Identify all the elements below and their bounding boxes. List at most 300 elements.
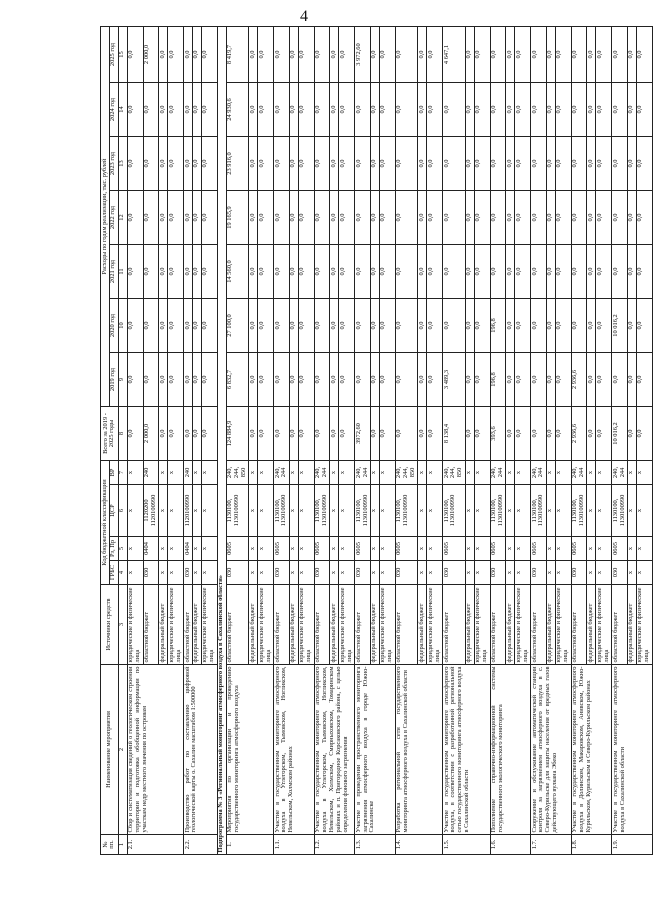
year-value: 0,0 bbox=[636, 245, 652, 299]
year-value: 0,0 bbox=[427, 245, 443, 299]
year-value: 0,0 bbox=[370, 353, 379, 407]
csr-code: x bbox=[506, 485, 515, 537]
year-value: 0,0 bbox=[249, 191, 258, 245]
grbs-code: x bbox=[330, 561, 339, 585]
year-value: 0,0 bbox=[418, 137, 427, 191]
year-value: 0,0 bbox=[201, 83, 217, 137]
year-value: 0,0 bbox=[555, 299, 571, 353]
activity-name: Участие в проведении пространственного мониторинга загрязнения атмосферного воздуха в городе Южно-Сахалинске bbox=[355, 665, 396, 835]
header-year: 2025 год bbox=[109, 27, 118, 83]
vr-code: x bbox=[379, 461, 395, 485]
year-value: 0,0 bbox=[249, 137, 258, 191]
year-value: 0,0 bbox=[330, 137, 339, 191]
year-value: 0,0 bbox=[636, 83, 652, 137]
total-value: 0,0 bbox=[330, 407, 339, 461]
header-kbk: Код бюджетной классификации bbox=[101, 461, 110, 585]
year-value: 3 489,3 bbox=[443, 353, 466, 407]
csr-code: x bbox=[159, 485, 168, 537]
grbs-code: x bbox=[427, 561, 443, 585]
funding-source: юридические и физические лица bbox=[339, 585, 355, 665]
vr-code: x bbox=[127, 461, 143, 485]
year-value: 0,0 bbox=[587, 191, 596, 245]
year-value: 3 972,60 bbox=[355, 27, 371, 83]
total-value: 0,0 bbox=[379, 407, 395, 461]
page-number: 4 bbox=[300, 8, 308, 25]
year-value: 0,0 bbox=[515, 353, 531, 407]
vr-code: 240, 244 bbox=[355, 461, 371, 485]
total-value: 0,0 bbox=[506, 407, 515, 461]
total-value: 0,0 bbox=[596, 407, 612, 461]
year-value: 0,0 bbox=[298, 83, 314, 137]
vr-code: x bbox=[370, 461, 379, 485]
activity-number: 2.1. bbox=[127, 835, 183, 855]
year-value: 0,0 bbox=[159, 245, 168, 299]
rzpr-code: x bbox=[330, 537, 339, 561]
total-value: 0,0 bbox=[127, 407, 143, 461]
funding-source: федеральный бюджет bbox=[465, 585, 474, 665]
year-value: 8 419,7 bbox=[226, 27, 249, 83]
year-value: 0,0 bbox=[127, 245, 143, 299]
table-row bbox=[571, 27, 587, 855]
rzpr-code: 0404 bbox=[143, 537, 159, 561]
funding-source: федеральный бюджет bbox=[506, 585, 515, 665]
grbs-code: 030 bbox=[612, 561, 628, 585]
funding-source: областной бюджет bbox=[274, 585, 290, 665]
year-value: 0,0 bbox=[274, 245, 290, 299]
year-value: 0,0 bbox=[258, 299, 274, 353]
table-row bbox=[443, 27, 466, 855]
year-value: 0,0 bbox=[298, 299, 314, 353]
vr-code: 240, 244 bbox=[531, 461, 547, 485]
total-value: 0,0 bbox=[370, 407, 379, 461]
csr-code: x bbox=[627, 485, 636, 537]
year-value: 14 560,0 bbox=[226, 245, 249, 299]
total-value: 0,0 bbox=[289, 407, 298, 461]
year-value: 0,0 bbox=[192, 83, 201, 137]
year-value: 0,0 bbox=[258, 27, 274, 83]
vr-code: x bbox=[330, 461, 339, 485]
year-value: 0,0 bbox=[192, 27, 201, 83]
total-value: 2 000,0 bbox=[143, 407, 159, 461]
rzpr-code: x bbox=[515, 537, 531, 561]
header-col-index: 3 bbox=[118, 585, 127, 665]
year-value: 0,0 bbox=[506, 245, 515, 299]
grbs-code: x bbox=[555, 561, 571, 585]
year-value: 0,0 bbox=[184, 353, 193, 407]
csr-code: x bbox=[587, 485, 596, 537]
vr-code: 240, 244 bbox=[490, 461, 506, 485]
table-header bbox=[101, 27, 128, 855]
year-value: 0,0 bbox=[298, 137, 314, 191]
header-year: 2021 год bbox=[109, 245, 118, 299]
year-value: 27 100,0 bbox=[226, 299, 249, 353]
year-value: 0,0 bbox=[127, 27, 143, 83]
total-value: 0,0 bbox=[184, 407, 193, 461]
rzpr-code: x bbox=[339, 537, 355, 561]
grbs-code: x bbox=[515, 561, 531, 585]
rzpr-code: x bbox=[159, 537, 168, 561]
header-col-index: 8 bbox=[118, 407, 127, 461]
year-value: 0,0 bbox=[465, 299, 474, 353]
year-value: 0,0 bbox=[143, 245, 159, 299]
year-value: 0,0 bbox=[627, 137, 636, 191]
csr-code: x bbox=[249, 485, 258, 537]
total-value: 0,0 bbox=[555, 407, 571, 461]
table-row bbox=[531, 27, 547, 855]
funding-source: юридические и физические лица bbox=[555, 585, 571, 665]
funding-source: федеральный бюджет bbox=[627, 585, 636, 665]
year-value: 0,0 bbox=[587, 245, 596, 299]
year-value: 0,0 bbox=[339, 191, 355, 245]
vr-code: 240, 244 bbox=[571, 461, 587, 485]
year-value: 0,0 bbox=[339, 83, 355, 137]
vr-code: x bbox=[192, 461, 201, 485]
grbs-code: x bbox=[506, 561, 515, 585]
year-value: 0,0 bbox=[555, 137, 571, 191]
header-year: 2024 год bbox=[109, 83, 118, 137]
funding-source: областной бюджет bbox=[443, 585, 466, 665]
year-value: 0,0 bbox=[184, 137, 193, 191]
activity-number: 1.3. bbox=[355, 835, 396, 855]
header-col-index: 14 bbox=[118, 83, 127, 137]
year-value: 0,0 bbox=[192, 137, 201, 191]
header-vr: ВР bbox=[109, 461, 118, 485]
year-value: 0,0 bbox=[418, 27, 427, 83]
total-value: 0,0 bbox=[298, 407, 314, 461]
activity-name: Сооружение и обслуживание автоматической станции контроля за загрязнением атмосферного воздуха в с. Северо-Курильске для защиты населения от вредных газов действующего вулкана Эбеко bbox=[531, 665, 572, 835]
header-year: 2020 год bbox=[109, 299, 118, 353]
year-value: 0,0 bbox=[339, 245, 355, 299]
rzpr-code: x bbox=[127, 537, 143, 561]
year-value: 0,0 bbox=[395, 191, 418, 245]
year-value: 196,8 bbox=[490, 353, 506, 407]
vr-code: x bbox=[418, 461, 427, 485]
year-value: 0,0 bbox=[465, 83, 474, 137]
year-value: 0,0 bbox=[474, 27, 490, 83]
year-value: 0,0 bbox=[546, 27, 555, 83]
year-value: 0,0 bbox=[546, 137, 555, 191]
year-value: 0,0 bbox=[314, 137, 330, 191]
year-value: 0,0 bbox=[571, 245, 587, 299]
year-value: 0,0 bbox=[379, 299, 395, 353]
rzpr-code: x bbox=[506, 537, 515, 561]
year-value: 0,0 bbox=[506, 137, 515, 191]
csr-code: x bbox=[427, 485, 443, 537]
year-value: 0,0 bbox=[184, 27, 193, 83]
year-value: 0,0 bbox=[395, 353, 418, 407]
grbs-code: 030 bbox=[395, 561, 418, 585]
funding-source: областной бюджет bbox=[355, 585, 371, 665]
year-value: 0,0 bbox=[370, 299, 379, 353]
subprogram-title: Подпрограмма № 3 «Региональный мониторинг атмосферного воздуха в Сахалинской области» bbox=[217, 27, 226, 855]
rzpr-code: x bbox=[546, 537, 555, 561]
year-value: 0,0 bbox=[490, 245, 506, 299]
funding-source: юридические и физические лица bbox=[127, 585, 143, 665]
year-value: 0,0 bbox=[474, 191, 490, 245]
rzpr-code: 0605 bbox=[314, 537, 330, 561]
csr-code: x bbox=[596, 485, 612, 537]
year-value: 0,0 bbox=[546, 353, 555, 407]
year-value: 0,0 bbox=[587, 353, 596, 407]
vr-code: x bbox=[506, 461, 515, 485]
funding-source: федеральный бюджет bbox=[587, 585, 596, 665]
year-value: 0,0 bbox=[379, 353, 395, 407]
year-value: 0,0 bbox=[339, 299, 355, 353]
year-value: 0,0 bbox=[127, 299, 143, 353]
year-value: 0,0 bbox=[330, 27, 339, 83]
year-value: 0,0 bbox=[258, 137, 274, 191]
rzpr-code: x bbox=[636, 537, 652, 561]
activity-name: Разработка региональной сети государственного мониторинга атмосферного воздуха в Сахалинской области bbox=[395, 665, 442, 835]
rzpr-code: x bbox=[587, 537, 596, 561]
table-body bbox=[127, 27, 652, 855]
year-value: 0,0 bbox=[490, 137, 506, 191]
rzpr-code: x bbox=[379, 537, 395, 561]
vr-code: x bbox=[289, 461, 298, 485]
activity-name: Участие в государственном мониторинге атмосферного воздуха в Углегорском, Тымовском, Ногликском, Невельском, Холмском, Смирныховском, Томаринском районах и п. Пригородное Корсаковского района, с целью определения фонового загрязнения bbox=[314, 665, 355, 835]
grbs-code: x bbox=[418, 561, 427, 585]
rzpr-code: 0605 bbox=[274, 537, 290, 561]
year-value: 0,0 bbox=[258, 353, 274, 407]
csr-code: x bbox=[555, 485, 571, 537]
grbs-code: x bbox=[587, 561, 596, 585]
year-value: 0,0 bbox=[427, 299, 443, 353]
year-value: 0,0 bbox=[395, 299, 418, 353]
year-value: 0,0 bbox=[289, 27, 298, 83]
year-value: 0,0 bbox=[490, 27, 506, 83]
csr-code: x bbox=[339, 485, 355, 537]
year-value: 0,0 bbox=[314, 245, 330, 299]
grbs-code: x bbox=[465, 561, 474, 585]
year-value: 0,0 bbox=[370, 137, 379, 191]
activity-name: Пополнение справочно-информационной системы государственного экологического мониторинга bbox=[490, 665, 531, 835]
year-value: 0,0 bbox=[274, 83, 290, 137]
grbs-code: 030 bbox=[355, 561, 371, 585]
activity-name: Участие в государственном мониторинге атмосферного воздуха в Углегорском, Тымовском, Ногликском, Невельском, Холмском районах bbox=[274, 665, 315, 835]
rzpr-code: x bbox=[427, 537, 443, 561]
rzpr-code: 0605 bbox=[443, 537, 466, 561]
total-value: 0,0 bbox=[627, 407, 636, 461]
funding-source: областной бюджет bbox=[395, 585, 418, 665]
year-value: 0,0 bbox=[636, 191, 652, 245]
year-value: 0,0 bbox=[168, 245, 184, 299]
funding-source: областной бюджет bbox=[531, 585, 547, 665]
table-row bbox=[127, 27, 143, 855]
header-num: № пп. bbox=[101, 835, 119, 855]
csr-code: x bbox=[330, 485, 339, 537]
year-value: 19 165,9 bbox=[226, 191, 249, 245]
total-value: 0,0 bbox=[339, 407, 355, 461]
grbs-code: x bbox=[339, 561, 355, 585]
year-value: 0,0 bbox=[596, 27, 612, 83]
year-value: 2 000,0 bbox=[143, 27, 159, 83]
budget-table bbox=[100, 26, 653, 855]
year-value: 0,0 bbox=[555, 353, 571, 407]
header-year: 2022 год bbox=[109, 191, 118, 245]
csr-code: 1120200 1120100990 bbox=[143, 485, 159, 537]
year-value: 0,0 bbox=[627, 245, 636, 299]
year-value: 0,0 bbox=[330, 299, 339, 353]
year-value: 0,0 bbox=[330, 353, 339, 407]
year-value: 10 016,2 bbox=[612, 299, 628, 353]
activity-number: 1.1. bbox=[274, 835, 315, 855]
header-source: Источники средств bbox=[101, 585, 119, 665]
activity-number: 1.9. bbox=[612, 835, 653, 855]
year-value: 0,0 bbox=[274, 27, 290, 83]
year-value: 0,0 bbox=[612, 27, 628, 83]
year-value: 0,0 bbox=[612, 83, 628, 137]
rzpr-code: 0605 bbox=[490, 537, 506, 561]
grbs-code: x bbox=[258, 561, 274, 585]
vr-code: 240 bbox=[184, 461, 193, 485]
year-value: 0,0 bbox=[571, 27, 587, 83]
year-value: 0,0 bbox=[587, 27, 596, 83]
vr-code: x bbox=[465, 461, 474, 485]
header-col-index: 13 bbox=[118, 137, 127, 191]
year-value: 0,0 bbox=[506, 353, 515, 407]
grbs-code: x bbox=[298, 561, 314, 585]
activity-number: 1.7. bbox=[531, 835, 572, 855]
year-value: 0,0 bbox=[249, 27, 258, 83]
year-value: 0,0 bbox=[314, 27, 330, 83]
year-value: 0,0 bbox=[515, 83, 531, 137]
grbs-code: x bbox=[168, 561, 184, 585]
rzpr-code: x bbox=[201, 537, 217, 561]
year-value: 0,0 bbox=[546, 299, 555, 353]
rzpr-code: x bbox=[168, 537, 184, 561]
grbs-code: 030 bbox=[531, 561, 547, 585]
rzpr-code: x bbox=[465, 537, 474, 561]
year-value: 0,0 bbox=[289, 83, 298, 137]
year-value: 0,0 bbox=[627, 83, 636, 137]
vr-code: x bbox=[201, 461, 217, 485]
rzpr-code: x bbox=[370, 537, 379, 561]
year-value: 0,0 bbox=[571, 83, 587, 137]
year-value: 0,0 bbox=[418, 83, 427, 137]
year-value: 0,0 bbox=[515, 299, 531, 353]
grbs-code: x bbox=[370, 561, 379, 585]
year-value: 0,0 bbox=[274, 137, 290, 191]
rzpr-code: x bbox=[289, 537, 298, 561]
funding-source: юридические и физические лица bbox=[636, 585, 652, 665]
total-value: 0,0 bbox=[201, 407, 217, 461]
rzpr-code: x bbox=[555, 537, 571, 561]
year-value: 0,0 bbox=[355, 83, 371, 137]
year-value: 0,0 bbox=[395, 83, 418, 137]
funding-source: областной бюджет bbox=[490, 585, 506, 665]
year-value: 0,0 bbox=[531, 137, 547, 191]
year-value: 0,0 bbox=[474, 299, 490, 353]
year-value: 0,0 bbox=[587, 299, 596, 353]
grbs-code: 030 bbox=[571, 561, 587, 585]
csr-code: 1130100, 1130100990 bbox=[395, 485, 418, 537]
vr-code: x bbox=[596, 461, 612, 485]
year-value: 0,0 bbox=[515, 191, 531, 245]
year-value: 0,0 bbox=[506, 27, 515, 83]
year-value: 0,0 bbox=[571, 137, 587, 191]
funding-source: федеральный бюджет bbox=[370, 585, 379, 665]
year-value: 0,0 bbox=[314, 191, 330, 245]
activity-name: Сбор и систематизация сведений о геологическом строении территории и подготовка обобщенной информации по участкам недр местного значения по островам bbox=[127, 665, 183, 835]
rzpr-code: x bbox=[298, 537, 314, 561]
year-value: 0,0 bbox=[143, 191, 159, 245]
year-value: 0,0 bbox=[427, 191, 443, 245]
year-value: 0,0 bbox=[184, 191, 193, 245]
year-value: 0,0 bbox=[168, 191, 184, 245]
year-value: 0,0 bbox=[298, 191, 314, 245]
activity-number: 1.5. bbox=[443, 835, 490, 855]
vr-code: 240, 244, 850 bbox=[395, 461, 418, 485]
header-col-index: 10 bbox=[118, 299, 127, 353]
rzpr-code: 0605 bbox=[571, 537, 587, 561]
year-value: 0,0 bbox=[531, 245, 547, 299]
year-value: 0,0 bbox=[289, 353, 298, 407]
header-col-index: 7 bbox=[118, 461, 127, 485]
table-row bbox=[184, 27, 193, 855]
rzpr-code: x bbox=[627, 537, 636, 561]
header-year: 2023 год bbox=[109, 137, 118, 191]
year-value: 0,0 bbox=[506, 83, 515, 137]
rzpr-code: 0605 bbox=[395, 537, 418, 561]
total-value: 393,6 bbox=[490, 407, 506, 461]
year-value: 0,0 bbox=[506, 191, 515, 245]
total-value: 0,0 bbox=[168, 407, 184, 461]
year-value: 0,0 bbox=[546, 245, 555, 299]
funding-source: юридические и физические лица bbox=[474, 585, 490, 665]
grbs-code: 030 bbox=[184, 561, 193, 585]
year-value: 0,0 bbox=[127, 83, 143, 137]
rzpr-code: 0605 bbox=[531, 537, 547, 561]
year-value: 0,0 bbox=[636, 353, 652, 407]
csr-code: x bbox=[379, 485, 395, 537]
activity-number: 1. bbox=[226, 835, 273, 855]
year-value: 2 936,6 bbox=[571, 353, 587, 407]
year-value: 0,0 bbox=[465, 245, 474, 299]
total-value: 0,0 bbox=[546, 407, 555, 461]
year-value: 0,0 bbox=[370, 245, 379, 299]
header-year: 2019 год bbox=[109, 353, 118, 407]
year-value: 0,0 bbox=[427, 353, 443, 407]
table-row bbox=[490, 27, 506, 855]
year-value: 0,0 bbox=[395, 245, 418, 299]
year-value: 0,0 bbox=[427, 83, 443, 137]
rzpr-code: x bbox=[192, 537, 201, 561]
vr-code: 240, 244, 850 bbox=[443, 461, 466, 485]
year-value: 0,0 bbox=[555, 245, 571, 299]
total-value: 0,0 bbox=[587, 407, 596, 461]
csr-code: 1120100990 bbox=[184, 485, 193, 537]
total-value: 0,0 bbox=[274, 407, 290, 461]
grbs-code: 030 bbox=[143, 561, 159, 585]
csr-code: x bbox=[546, 485, 555, 537]
csr-code: 1130100, 1130100990 bbox=[314, 485, 330, 537]
header-col-index: 12 bbox=[118, 191, 127, 245]
year-value: 0,0 bbox=[355, 299, 371, 353]
year-value: 0,0 bbox=[289, 191, 298, 245]
total-value: 8 138,4 bbox=[443, 407, 466, 461]
year-value: 0,0 bbox=[418, 245, 427, 299]
year-value: 0,0 bbox=[289, 299, 298, 353]
year-value: 24 930,6 bbox=[226, 83, 249, 137]
year-value: 0,0 bbox=[531, 191, 547, 245]
funding-source: юридические и физические лица bbox=[379, 585, 395, 665]
vr-code: 240, 244 bbox=[274, 461, 290, 485]
year-value: 0,0 bbox=[201, 137, 217, 191]
year-value: 0,0 bbox=[612, 137, 628, 191]
total-value: 0,0 bbox=[314, 407, 330, 461]
year-value: 0,0 bbox=[289, 137, 298, 191]
year-value: 0,0 bbox=[355, 245, 371, 299]
